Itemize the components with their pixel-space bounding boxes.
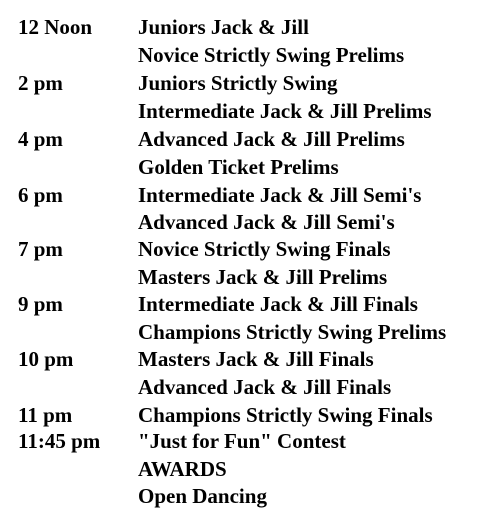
time-label: 6 pm	[18, 183, 63, 207]
event-label: Intermediate Jack & Jill Prelims	[138, 99, 432, 123]
schedule-row	[0, 208, 501, 236]
event-label: Novice Strictly Swing Finals	[138, 237, 391, 261]
time-label: 7 pm	[18, 237, 63, 261]
time-label: 9 pm	[18, 292, 63, 316]
time-label: 2 pm	[18, 71, 63, 95]
event-label: AWARDS	[138, 457, 227, 481]
event-label: Golden Ticket Prelims	[138, 155, 339, 179]
event-label: Novice Strictly Swing Prelims	[138, 43, 405, 67]
event-label: Open Dancing	[138, 484, 267, 508]
schedule-row	[0, 181, 501, 209]
schedule-row	[0, 427, 501, 455]
schedule-row	[0, 290, 501, 318]
event-label: Advanced Jack & Jill Finals	[138, 375, 392, 399]
schedule-row	[0, 13, 501, 41]
event-label: "Just for Fun" Contest	[138, 429, 346, 453]
schedule-row	[0, 41, 501, 69]
schedule-row	[0, 235, 501, 263]
time-label: 11:45 pm	[18, 429, 101, 453]
event-label: Intermediate Jack & Jill Semi's	[138, 183, 422, 207]
event-label: Advanced Jack & Jill Semi's	[138, 210, 395, 234]
event-label: Intermediate Jack & Jill Finals	[138, 292, 418, 316]
schedule-row	[0, 482, 501, 510]
time-label: 10 pm	[18, 347, 74, 371]
schedule-row	[0, 263, 501, 291]
event-label: Champions Strictly Swing Prelims	[138, 320, 447, 344]
event-label: Juniors Jack & Jill	[138, 15, 309, 39]
event-label: Juniors Strictly Swing	[138, 71, 338, 95]
event-label: Champions Strictly Swing Finals	[138, 403, 433, 427]
schedule-row	[0, 153, 501, 181]
schedule-row	[0, 455, 501, 483]
schedule-row	[0, 97, 501, 125]
time-label: 12 Noon	[18, 15, 93, 39]
event-label: Masters Jack & Jill Prelims	[138, 265, 388, 289]
event-label: Masters Jack & Jill Finals	[138, 347, 374, 371]
time-label: 11 pm	[18, 403, 73, 427]
schedule-row	[0, 125, 501, 153]
schedule-row	[0, 69, 501, 97]
schedule-row	[0, 345, 501, 373]
schedule-row	[0, 318, 501, 346]
schedule-row	[0, 373, 501, 401]
time-label: 4 pm	[18, 127, 63, 151]
schedule-row	[0, 401, 501, 429]
event-label: Advanced Jack & Jill Prelims	[138, 127, 405, 151]
